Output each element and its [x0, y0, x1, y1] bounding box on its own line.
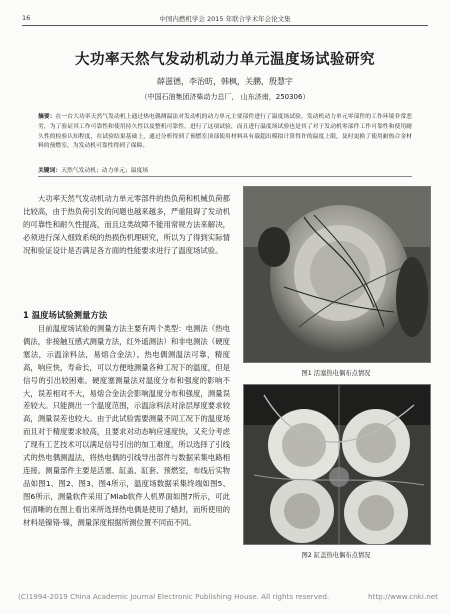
abstract-divider	[38, 176, 412, 177]
piston-photo	[244, 187, 430, 362]
paper-title: 大功率天然气发动机动力单元温度场试验研究	[75, 52, 375, 68]
figure-1-image	[243, 186, 431, 363]
keywords-label: 关键词：	[38, 168, 62, 174]
footer-url[interactable]: http://www.cnki.net	[367, 592, 438, 601]
section-heading-1: 1 温度场试验测量方法	[23, 310, 108, 320]
journal-title: 中国内燃机学会 2015 年联合学术年会论文集	[159, 15, 291, 23]
affiliation: （中国石油集团济柴动力总厂， 山东济南，250306）	[140, 93, 310, 101]
page-number: 16	[22, 14, 31, 22]
abstract-label: 摘要：	[38, 114, 56, 120]
header-divider	[22, 25, 428, 26]
abstract-text: 在一台大功率天然气发动机上通过热电偶测温法对发动机的动力单元主要部件进行了温度场试验，发动机动力单元零部件的工作环境非常恶劣，为了验证其工作可靠性和使用持久性以及整机可靠性，进行了这项试验，而且进行温度场试验也是其了对于发动机零部件工作可靠性和使用耐久性的检验认知程度，在试验结果基础上，通过分析得到了预燃室顶部使用材料具有载超出模拟计算得许的温度上限，及时更换了使用耐热合金材料的预燃室，为发动机可靠性得到了保障。	[38, 114, 412, 150]
author-list: 薛滋德，李治昉，韩枫，关鹏，殷慧宇	[157, 77, 293, 86]
page-header	[22, 10, 428, 26]
figure-1-caption: 图1 活塞热电偶布点情况	[301, 370, 371, 377]
keywords-text: 天然气发动机；动力单元；温度场	[61, 168, 149, 174]
cylinder-head-photo	[244, 385, 430, 544]
figure-2-caption: 图2 缸盖热电偶布点情况	[301, 552, 371, 559]
page-footer	[18, 592, 438, 601]
copyright-notice: (C)1994-2019 China Academic Journal Electronic Publishing House. All rights reserved.	[18, 592, 330, 601]
figure-2-image	[243, 384, 431, 545]
intro-paragraph: 大功率天然气发动机动力单元零部件的热负荷和机械负荷都比较高，由于热负荷引发的问题也越来越多，严重阻碍了发动机的可靠性和耐久性提高，而且这类故障不能用常规方法来解决，必须进行深入细致系统的热损伤机理研究，所以为了得到实际情况和验证设计是否满足各方面的性能要求进行了温度场试验。	[23, 194, 230, 255]
section1-paragraph: 目前温度场试验的测量方法主要有两个类型：电测法（热电偶法，非接触互感式测量方法，红外遥测法）和非电测法（硬度塞法，示温涂料法，易熔合金法）。热电偶测温法可靠，精度高，响应快，寿命长，可以方便地测量各种工况下的温度，但是信号的引出较困难。硬度塞测量法对温度分布和强度的影响不大，误差相对不大，易熔合金法会影响温度分布和强度，测量误差较大。只能测出一个温度范围，示温涂料法对涂层厚度要求较高，测量误差也较大。由于此试验需要测量不同工况下的温度场而且对于精度要求较高，且要求对动态响应速度快，又充分考虑了现有工艺技术可以满足信号引出的加工难度，所以选择了引线式的热电偶测温法，将热电偶的引线导出部件与数据采集电路相连接。测量部件主要是活塞、缸盖、缸套、预燃室，布线后实物品如图1、图2、图3、图4所示，温度场数据采集终端如图5、图6所示，测量软件采用了Mlab软件人机界面如图7所示，可此恒清晰的在图上看出来所选择热电偶是使用了蜡封，而所使用的材料是镍铬-镍，测量深度根据所测位置不同而不同。	[23, 324, 230, 527]
keywords	[38, 165, 412, 174]
abstract	[38, 113, 412, 152]
